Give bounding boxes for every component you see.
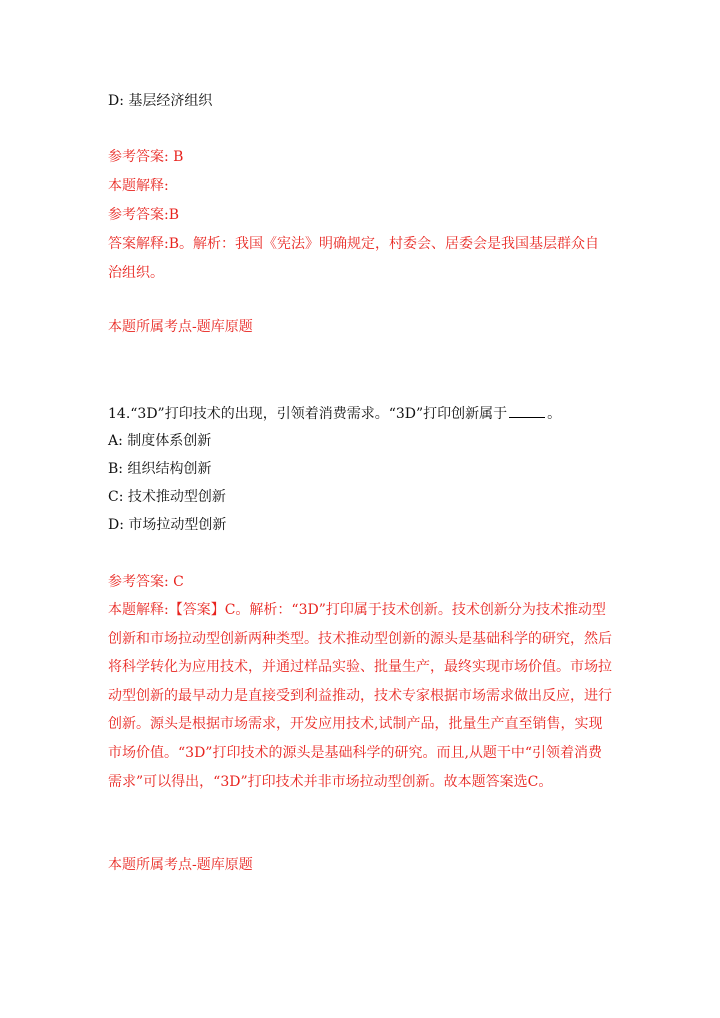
q13-explanation-text: 答案解释:B。解析：我国《宪法》明确规定，村委会、居委会是我国基层群众自治组织。 (108, 236, 600, 281)
q13-explanation-label: 本题解释: (108, 178, 169, 194)
q13-option-d: D: 基层经济组织 (108, 93, 213, 109)
q13-answer-repeat: 参考答案:B (108, 207, 180, 223)
q14-option-c: C: 技术推动型创新 (108, 489, 226, 505)
q13-answer: 参考答案: B (108, 149, 184, 165)
q14-answer: 参考答案: C (108, 574, 184, 590)
q14-option-b: B: 组织结构创新 (108, 461, 212, 477)
q14-option-d: D: 市场拉动型创新 (108, 517, 227, 533)
q14-explanation: 本题解释:【答案】C。解析：“3D”打印属于技术创新。技术创新分为技术推动型创新和市场拉动型创新两种类型。技术推动型创新的源头是基础科学的研究，然后将科学转化为应用技术，并通过样品实验、批量生产，最终实现市场价值。市场拉动型创新的最早动力是直接受到利益推动，技术专家根据市场需求做出反应，进行创新。源头是根据市场需求，开发应用技术,试制产品，批量生产直至销售，实现市场价值。“3D”打印技术的源头是基础科学的研究。而且,从题干中“引领着消费需求”可以得出，“3D”打印技术并非市场拉动型创新。故本题答案选C。 (108, 602, 612, 790)
answer-blank (509, 403, 545, 418)
q14-option-a: A: 制度体系创新 (108, 433, 212, 449)
q13-topic: 本题所属考点-题库原题 (108, 319, 253, 335)
q14-question-end: 。 (547, 406, 562, 422)
q14-question-text: 14.“3D”打印技术的出现，引领着消费需求。“3D”打印创新属于 (108, 406, 508, 422)
q14-question (108, 403, 561, 423)
q14-topic: 本题所属考点-题库原题 (108, 857, 253, 873)
